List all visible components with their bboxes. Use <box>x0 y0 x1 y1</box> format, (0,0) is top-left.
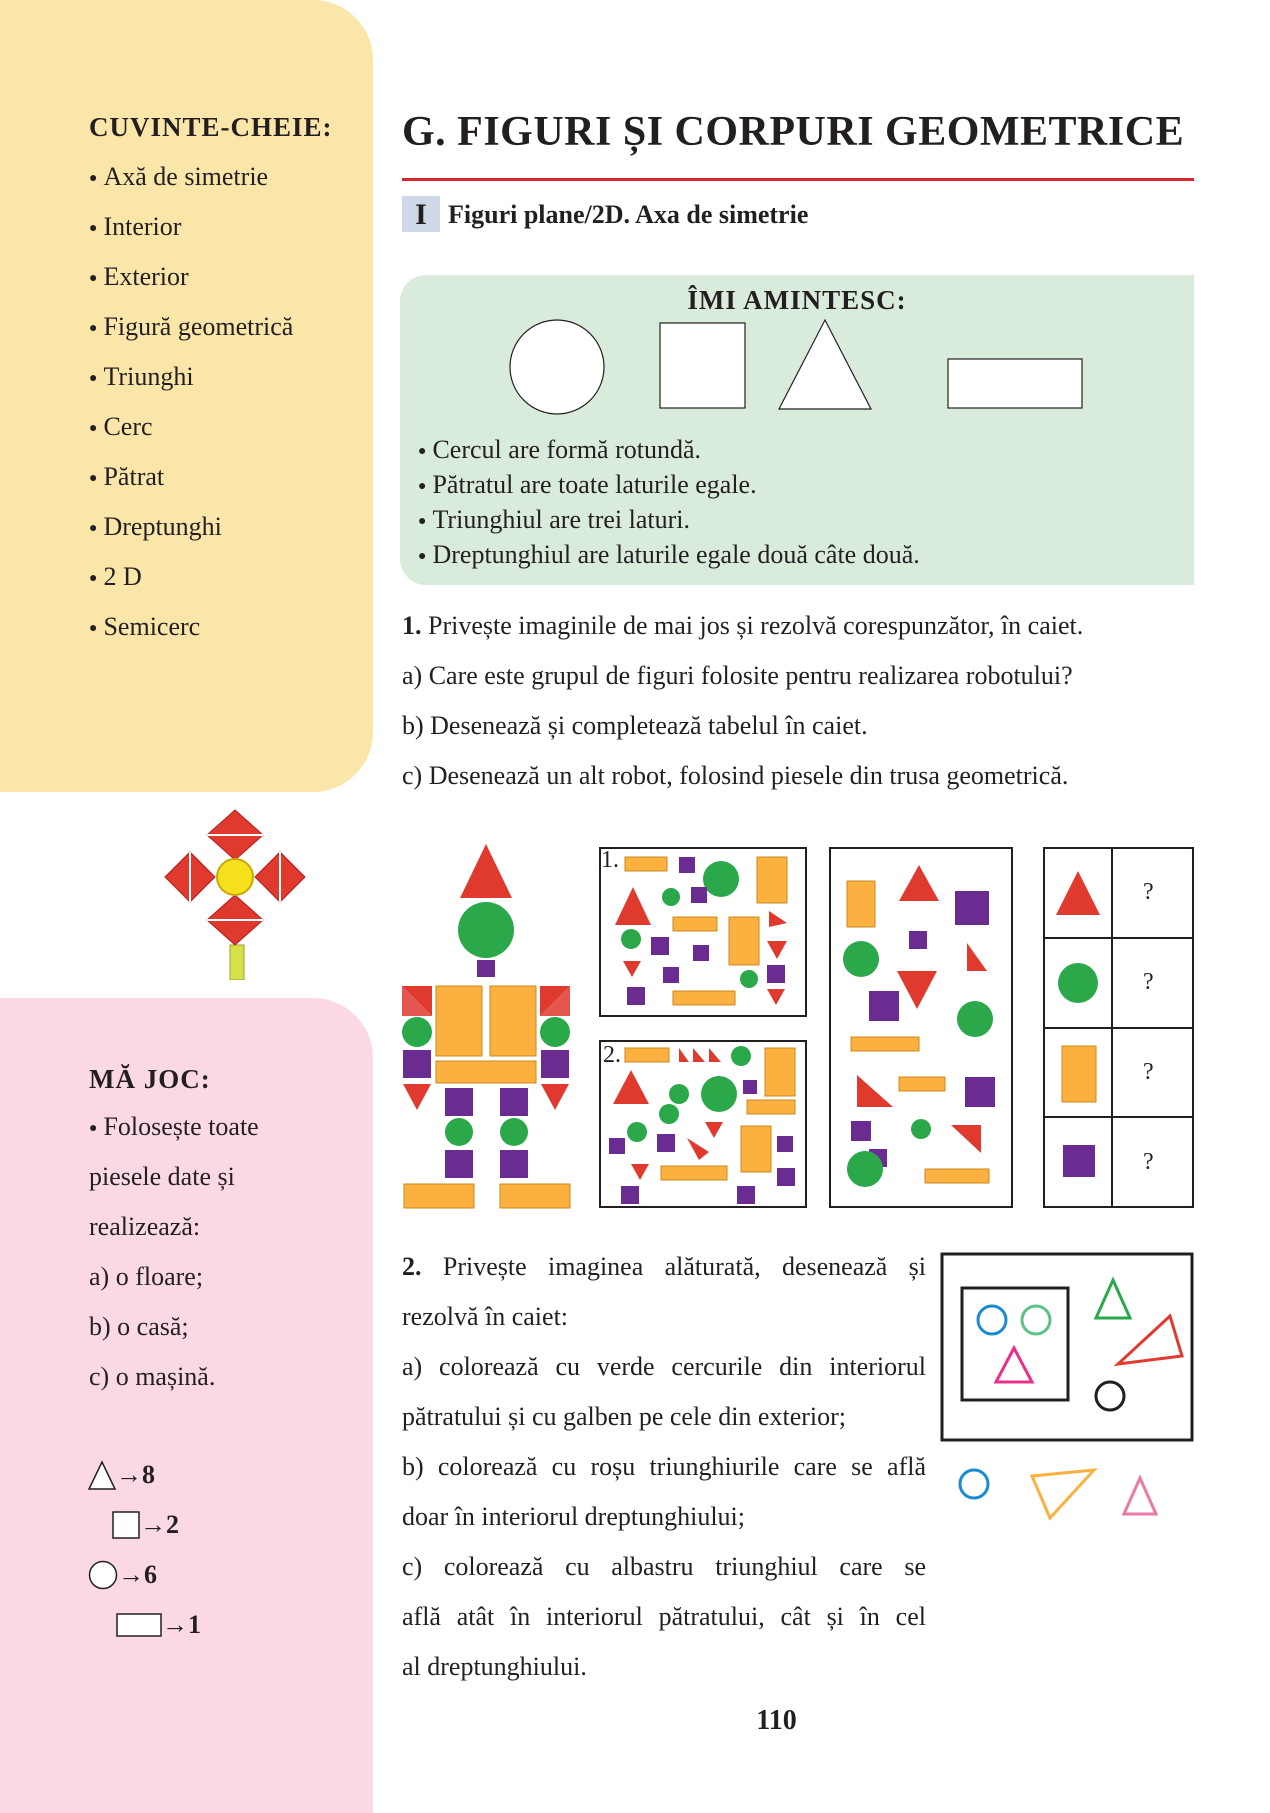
remember-box <box>400 275 1194 585</box>
exercise-number: 1. <box>402 611 422 640</box>
table-triangle <box>1056 871 1100 915</box>
square-icon <box>112 1511 140 1539</box>
exercise-2-line: doar în interiorul dreptunghiului; <box>402 1502 745 1531</box>
exercise-text: Privește imaginea alăturată, desenează și <box>442 1252 927 1281</box>
play-text-line: a) o floare; <box>89 1262 204 1291</box>
table-question-mark: ? <box>1143 969 1154 995</box>
count-value: →1 <box>162 1610 201 1639</box>
shapes-group-1 <box>599 847 807 1017</box>
exercise-1-b: b) Desenează și completează tabelul în caiet. <box>402 711 868 740</box>
robot-illustration <box>400 842 575 1212</box>
remember-line: ● Triunghiul are trei laturi. <box>418 505 690 535</box>
exercise-text: Privește imaginile de mai jos și rezolvă corespunzător, în caiet. <box>428 611 1084 640</box>
keyword-item: ● 2 D <box>89 562 142 592</box>
keyword-item: ● Semicerc <box>89 612 200 642</box>
group-2-shapes <box>601 1042 805 1206</box>
section-number-badge: I <box>402 196 440 232</box>
play-text-line: realizează: <box>89 1212 201 1241</box>
play-text-line: piesele date și <box>89 1162 235 1191</box>
rectangle-shape <box>948 359 1082 408</box>
rectangle-icon <box>116 1613 162 1637</box>
keywords-title: CUVINTE-CHEIE: <box>89 112 333 142</box>
keyword-item: ● Triunghi <box>89 362 194 392</box>
circle-shape <box>510 320 604 414</box>
square-shape <box>660 323 745 408</box>
play-text-line: c) o mașină. <box>89 1362 216 1391</box>
exercise-2-line <box>402 1252 926 1282</box>
exercise-2-line: a) colorează cu verde cercurile din interiorul <box>402 1352 926 1381</box>
circle-icon <box>88 1560 118 1590</box>
exercise-2-line: c) colorează cu albastru triunghiul care se <box>402 1552 926 1581</box>
table-rectangle <box>1062 1046 1096 1102</box>
remember-title: ÎMI AMINTESC: <box>687 285 907 315</box>
exercise-1-c: c) Desenează un alt robot, folosind piesele din trusa geometrică. <box>402 761 1069 790</box>
page-title: G. FIGURI ȘI CORPURI GEOMETRICE <box>402 109 1185 155</box>
count-value: →8 <box>116 1460 155 1489</box>
count-circle <box>88 1560 157 1590</box>
triangle-outline <box>1124 1478 1156 1514</box>
group-1-shapes <box>601 849 805 1015</box>
keyword-item: ● Dreptunghi <box>89 512 222 542</box>
exercise-2-line: rezolvă în caiet: <box>402 1302 569 1331</box>
flower-illustration <box>160 805 310 980</box>
table-grid <box>1045 849 1192 1206</box>
keyword-item: ● Interior <box>89 212 181 242</box>
group-3-shapes <box>831 849 1011 1206</box>
exercise-2-line: al dreptunghiului. <box>402 1652 587 1681</box>
shapes-group-2 <box>599 1040 807 1208</box>
shapes-table <box>1043 847 1194 1208</box>
table-square <box>1063 1145 1095 1177</box>
circle-outline <box>960 1470 988 1498</box>
keyword-item: ● Exterior <box>89 262 189 292</box>
remember-line: ● Cercul are formă rotundă. <box>418 435 701 465</box>
remember-line: ● Dreptunghiul are laturile egale două câte două. <box>418 540 920 570</box>
keyword-item: ● Figură geometrică <box>89 312 293 342</box>
keyword-item: ● Axă de simetrie <box>89 162 268 192</box>
table-question-mark: ? <box>1143 1149 1154 1175</box>
title-divider <box>402 178 1194 181</box>
exercise-2-line: află atât în interiorul pătratului, cât și în cel <box>402 1602 926 1631</box>
interior-exterior-figure <box>940 1252 1200 1522</box>
exercise-number: 2. <box>402 1252 422 1281</box>
keyword-item: ● Cerc <box>89 412 153 442</box>
basic-shapes <box>505 315 1105 415</box>
count-rectangle <box>116 1610 201 1640</box>
triangle-outline <box>1032 1470 1094 1518</box>
exercise-1-statement <box>402 611 1083 641</box>
exercise-2-line: pătratului și cu galben pe cele din exterior; <box>402 1402 846 1431</box>
play-text: Folosește toate <box>103 1112 259 1141</box>
keywords-panel <box>0 0 373 792</box>
group-label: 2. <box>603 1042 621 1068</box>
triangle-icon <box>88 1460 116 1490</box>
exercise-2-line: b) colorează cu roșu triunghiurile care se află <box>402 1452 926 1481</box>
keyword-item: ● Pătrat <box>89 462 164 492</box>
play-title: MĂ JOC: <box>89 1064 211 1094</box>
table-circle <box>1058 963 1098 1003</box>
count-value: →2 <box>140 1510 179 1539</box>
table-question-mark: ? <box>1143 1059 1154 1085</box>
group-label: 1. <box>601 847 619 873</box>
remember-line: ● Pătratul are toate laturile egale. <box>418 470 757 500</box>
triangle-shape <box>779 320 871 409</box>
shapes-group-3 <box>829 847 1013 1208</box>
play-text-line: ● Folosește toate <box>89 1112 259 1141</box>
count-square <box>112 1510 179 1540</box>
table-question-mark: ? <box>1143 879 1154 905</box>
count-value: →6 <box>118 1560 157 1589</box>
page-number: 110 <box>756 1705 797 1736</box>
play-panel <box>0 998 373 1813</box>
section-title: Figuri plane/2D. Axa de simetrie <box>448 200 809 229</box>
count-triangle <box>88 1460 155 1490</box>
exercise-1-a: a) Care este grupul de figuri folosite pentru realizarea robotului? <box>402 661 1073 690</box>
play-text-line: b) o casă; <box>89 1312 189 1341</box>
